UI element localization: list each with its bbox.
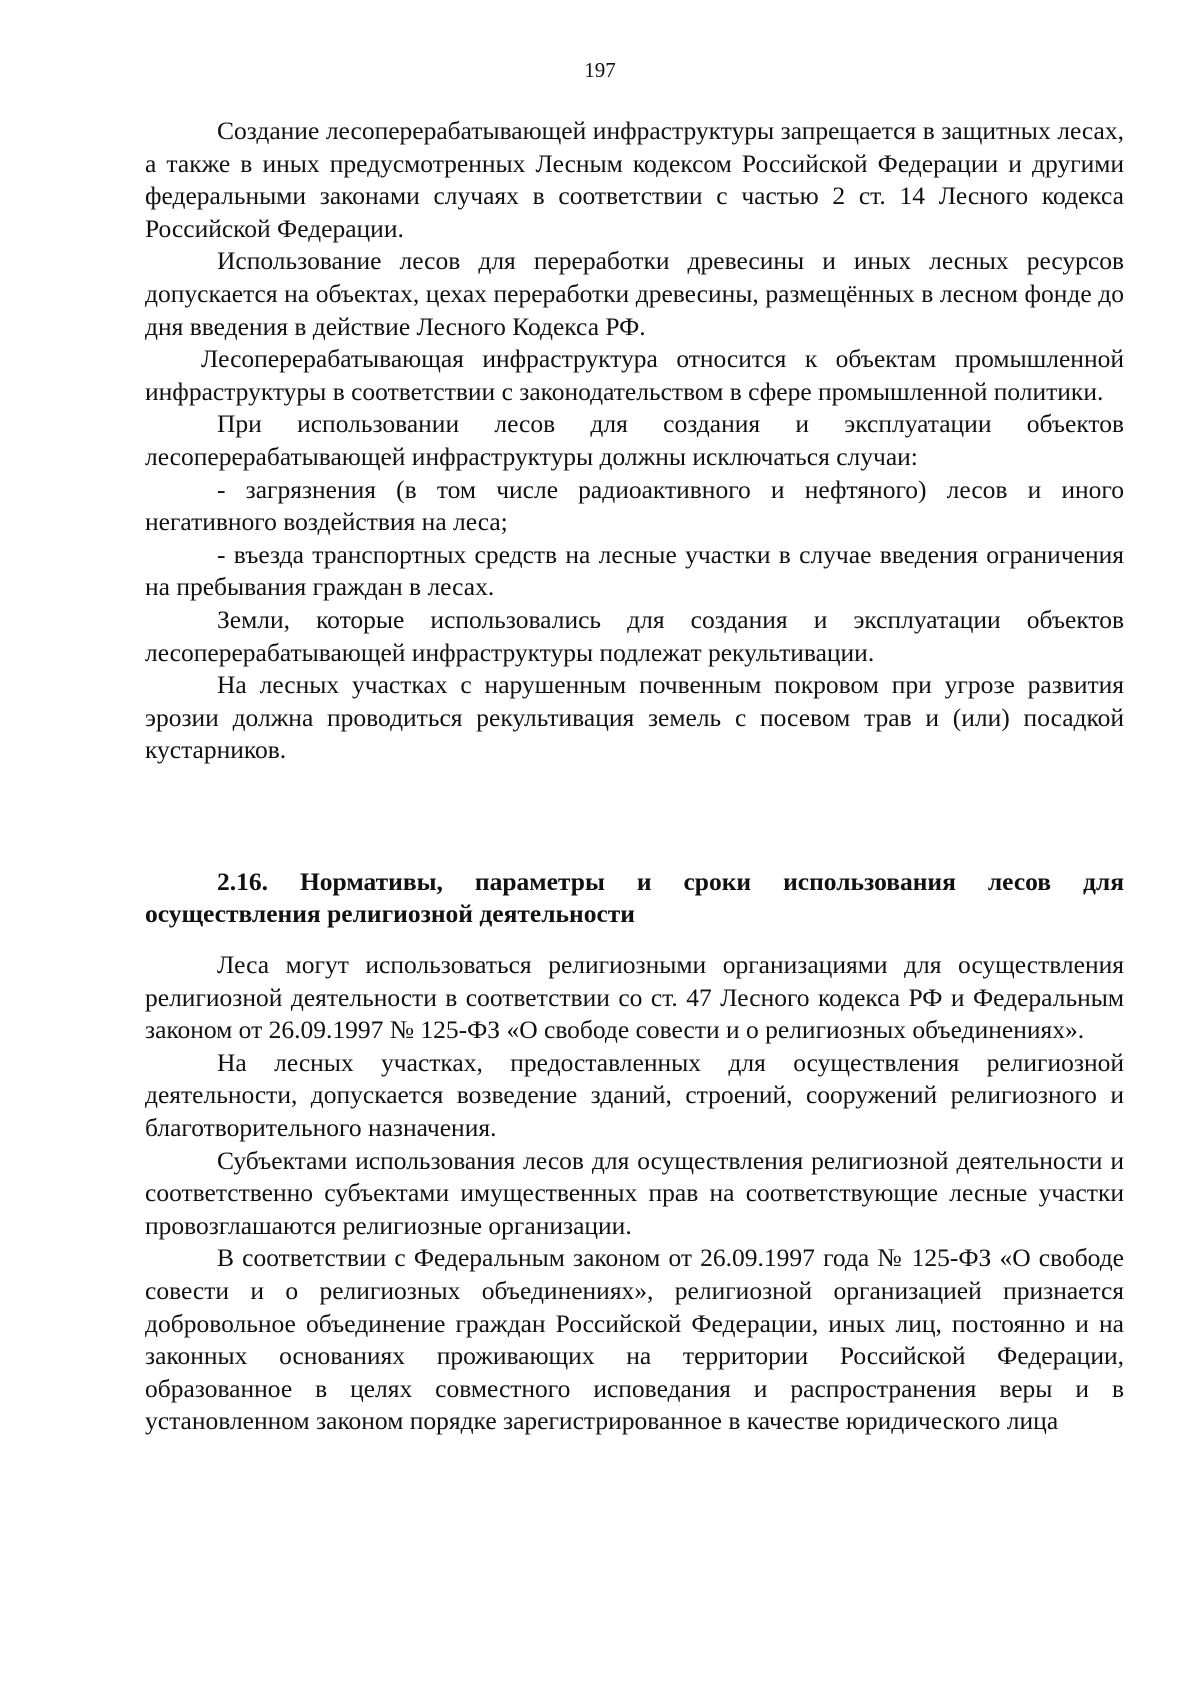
list-item: - въезда транспортных средств на лесные участки в случае введения ограничения на пребывания граждан в лесах. — [145, 539, 1124, 602]
paragraph: Земли, которые использовались для создания и эксплуатации объектов лесоперерабатывающей инфраструктуры подлежат рекультивации. — [145, 604, 1124, 667]
paragraph: На лесных участках с нарушенным почвенным покровом при угрозе развития эрозии должна проводиться рекультивация земель с посевом трав и (или) посадкой кустарников. — [145, 670, 1124, 765]
paragraph: При использовании лесов для создания и эксплуатации объектов лесоперерабатывающей инфраструктуры должны исключаться случаи: — [145, 409, 1124, 471]
paragraph: На лесных участках, предоставленных для осуществления религиозной деятельности, допускается возведение зданий, строений, сооружений религиозного и благотворительного назначения. — [145, 1047, 1124, 1142]
section-heading: 2.16. Нормативы, параметры и сроки использования лесов для осуществления религиозной деятельности — [145, 867, 1124, 928]
paragraph: В соответствии с Федеральным законом от 26.09.1997 года № 125-ФЗ «О свободе совести и о религиозных объединениях», религиозной организацией признается добровольное объединение граждан Российской Федерации, иных лиц, постоянно и на законных основаниях проживающих на территории Российской Федерации, образованное в целях совместного исповедания и распространения веры и в установленном законом порядке зарегистрированное в качестве юридического лица — [145, 1243, 1124, 1436]
paragraph: Создание лесоперерабатывающей инфраструктуры запрещается в защитных лесах, а также в иных предусмотренных Лесным кодексом Российской Федерации и другими федеральными законами случаях в соответствии с частью 2 ст. 14 Лесного кодекса Российской Федерации. — [145, 116, 1124, 243]
body-text-section-1 — [145, 115, 1124, 767]
list-item: - загрязнения (в том числе радиоактивного и нефтяного) лесов и иного негативного воздействия на леса; — [145, 474, 1124, 537]
body-text-section-2 — [145, 949, 1124, 1438]
page-number: 197 — [584, 58, 616, 82]
paragraph: Использование лесов для переработки древесины и иных лесных ресурсов допускается на объектах, цехах переработки древесины, размещённых в лесном фонде до дня введения в действие Лесного Кодекса РФ. — [145, 246, 1124, 341]
paragraph: Лесоперерабатывающая инфраструктура относится к объектам промышленной инфраструктуры в соответствии с законодательством в сфере промышленной политики. — [145, 344, 1124, 406]
paragraph: Леса могут использоваться религиозными организациями для осуществления религиозной деятельности в соответствии со ст. 47 Лесного кодекса РФ и Федеральным законом от 26.09.1997 № 125-ФЗ «О свободе совести и о религиозных объединениях». — [145, 950, 1124, 1045]
paragraph: Субъектами использования лесов для осуществления религиозной деятельности и соответственно субъектами имущественных прав на соответствующие лесные участки провозглашаются религиозные организации. — [145, 1145, 1124, 1240]
